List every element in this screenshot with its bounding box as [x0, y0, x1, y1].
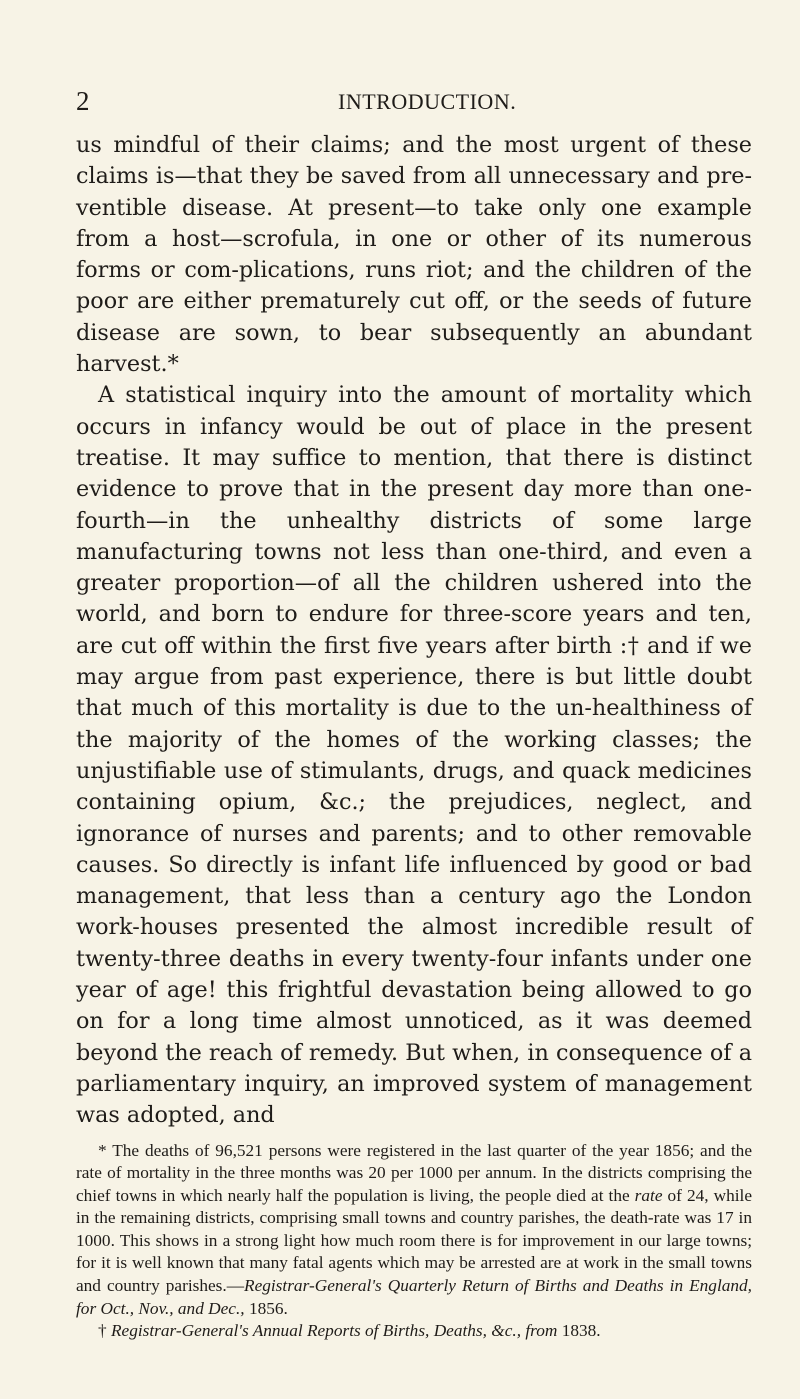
footnote-2-source: Registrar-General's Annual Reports of Births, Deaths, &c., from: [110, 1321, 558, 1341]
footnote-2: [76, 1320, 752, 1343]
body-text: [76, 130, 752, 1132]
footnote-1-rate: rate: [634, 1185, 663, 1205]
book-page: [76, 86, 752, 1343]
running-head: INTRODUCTION.: [338, 89, 517, 114]
footnote-1-text-b: of 24, while in the remaining districts, comprising small towns and country parishes, the death-rate was 17 in 1000. This shows in a strong light how much room there is for improvement in our large towns; for it is well known that many fatal agents which may be arrested are at work in the small towns and country parishes.—: [76, 1185, 752, 1296]
footnote-2-year: 1838.: [557, 1321, 601, 1341]
paragraph: A statistical inquiry into the amount of mortality which occurs in infancy would be out of place in the present treatise. It may suffice to mention, that there is distinct evidence to prove that in the present day more than one-fourth—in the unhealthy districts of some large manufacturing towns not less than one-third, and even a greater proportion—of all the children ushered into the world, and born to endure for three-score years and ten, are cut off within the first five years after birth :† and if we may argue from past experience, there is but little doubt that much of this mortality is due to the un-healthiness of the majority of the homes of the working classes; the unjustifiable use of stimulants, drugs, and quack medicines containing opium, &c.; the prejudices, neglect, and ignorance of nurses and parents; and to other removable causes. So directly is infant life influenced by good or bad management, that less than a century ago the London work-houses presented the almost incredible result of twenty-three deaths in every twenty-four infants under one year of age! this frightful devastation being allowed to go on for a long time almost unnoticed, as it was deemed beyond the reach of remedy. But when, in consequence of a parliamentary inquiry, an improved system of management was adopted, and: [76, 382, 752, 1129]
footnote-1-source: Registrar-General's Quarterly Return of Births and Deaths in England, for Oct., Nov., and Dec.,: [76, 1276, 752, 1318]
page-number: 2: [76, 86, 90, 116]
footnote-1: [76, 1140, 752, 1321]
footnote-1-text: * The deaths of 96,521 persons were registered in the last quarter of the year 1856; and the rate of mortality in the three months was 20 per 1000 per annum. In the districts comprising the chief towns in which nearly half the population is living, the people died at the: [76, 1140, 752, 1205]
footnote-2-mark: †: [98, 1321, 111, 1341]
footnotes: [76, 1140, 752, 1343]
footnote-1-year: 1856.: [244, 1298, 288, 1318]
paragraph-continued: us mindful of their claims; and the most urgent of these claims is—that they be saved from all unnecessary and pre-ventible disease. At present—to take only one example from a host—scrofula, in one or other of its numerous forms or com-plications, runs riot; and the children of the poor are either prematurely cut off, or the seeds of future disease are sown, to bear subsequently an abundant harvest.*: [76, 132, 752, 378]
page-header: [76, 86, 752, 120]
